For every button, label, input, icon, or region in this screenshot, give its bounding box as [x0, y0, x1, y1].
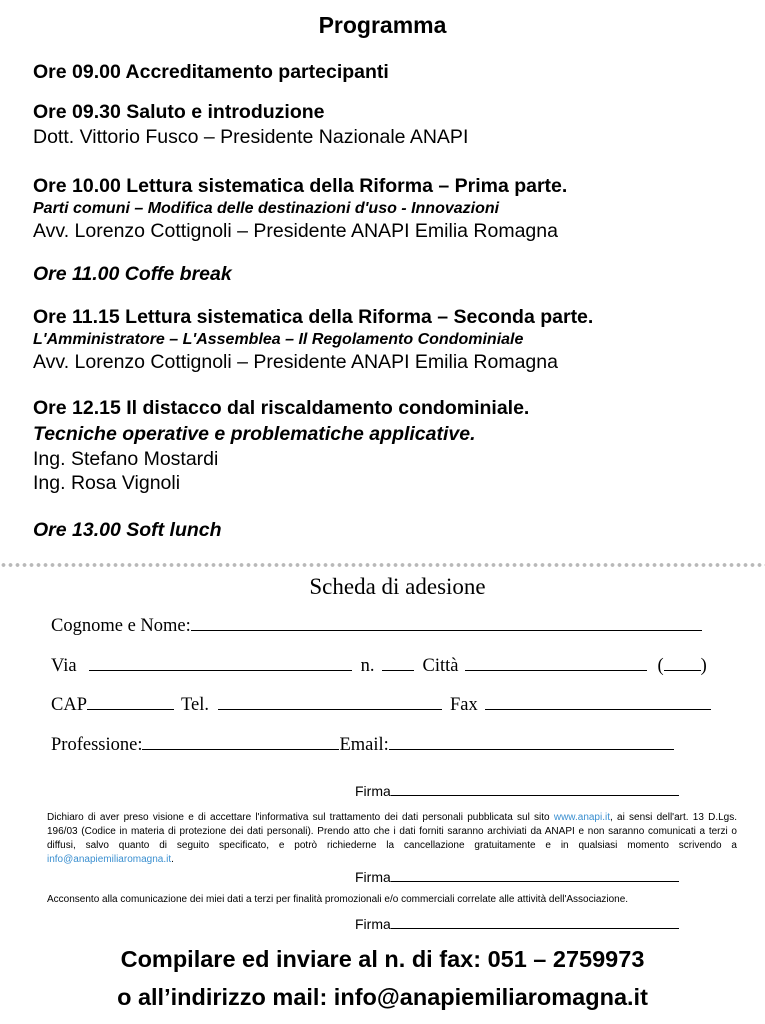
firma-row	[355, 869, 679, 885]
consent-statement: Acconsento alla comunicazione dei miei dati a terzi per finalità promozionali e/o commerciali correlate alle attività dell'Associazione.	[47, 894, 629, 905]
form-title: Scheda di adesione	[309, 574, 486, 599]
firma-row	[355, 783, 679, 799]
schedule-subtitle: Parti comuni – Modifica delle destinazioni d'uso - Innovazioni	[33, 200, 500, 217]
numero-label: n.	[360, 656, 375, 676]
schedule-speaker: Avv. Lorenzo Cottignoli – Presidente ANAPI Emilia Romagna	[33, 220, 558, 242]
schedule-heading: Ore 12.15 Il distacco dal riscaldamento condominiale.	[33, 397, 530, 419]
privacy-statement	[47, 811, 737, 867]
provincia-open: (	[657, 656, 664, 676]
footer-fax: Compilare ed inviare al n. di fax: 051 – 2759973	[120, 946, 645, 972]
cognome-nome-field[interactable]	[191, 614, 702, 631]
via-label: Via	[51, 656, 77, 676]
privacy-text: , ai sensi dell'art. 13 D.Lgs. 196/03 (Codice in materia di protezione dei dati personali). Prendo atto che i dati forniti saranno archiviati da ANAPI e non saranno comunicati a terzi o diffusi, salvo quanto di seguito specificato, e potrò richiederne la cancellazione gratuitamente e in qualsiasi momento scrivendo a	[47, 812, 738, 851]
provincia-field[interactable]	[664, 654, 701, 671]
schedule-item	[33, 304, 753, 374]
tel-field[interactable]	[218, 693, 442, 710]
firma-label: Firma	[355, 916, 391, 932]
form-row-name	[51, 614, 702, 637]
schedule-item	[33, 395, 753, 495]
email-label: Email:	[339, 735, 389, 755]
dotted-separator	[0, 562, 765, 568]
form-row-contacts	[51, 693, 711, 716]
schedule-item	[33, 59, 753, 85]
schedule-item	[33, 261, 753, 287]
privacy-text: .	[171, 854, 174, 865]
cap-label: CAP	[51, 695, 87, 715]
professione-label: Professione:	[51, 735, 143, 755]
privacy-text: Dichiaro di aver preso visione e di accettare l'informativa sul trattamento dei dati personali pubblicata sul sito	[47, 812, 554, 823]
schedule-heading: Ore 09.30 Saluto e introduzione	[33, 101, 325, 123]
schedule-item	[33, 99, 753, 149]
schedule-item	[33, 517, 753, 543]
footer-email: o all’indirizzo mail: info@anapiemiliaromagna.it	[117, 984, 648, 1010]
firma-label: Firma	[355, 783, 391, 799]
firma-field[interactable]	[391, 783, 679, 796]
cap-field[interactable]	[87, 693, 174, 710]
firma-field[interactable]	[391, 916, 679, 929]
page-title: Programma	[318, 12, 447, 38]
schedule-speaker: Avv. Lorenzo Cottignoli – Presidente ANAPI Emilia Romagna	[33, 351, 558, 373]
professione-field[interactable]	[142, 733, 339, 750]
citta-label: Città	[422, 656, 459, 676]
schedule-speaker: Ing. Rosa Vignoli	[33, 472, 181, 494]
via-field[interactable]	[89, 654, 352, 671]
firma-label: Firma	[355, 869, 391, 885]
schedule-heading: Ore 09.00 Accreditamento partecipanti	[33, 61, 389, 83]
firma-row	[355, 916, 679, 932]
fax-label: Fax	[450, 695, 478, 715]
schedule-heading: Ore 10.00 Lettura sistematica della Riforma – Prima parte.	[33, 175, 568, 197]
site-link[interactable]: www.anapi.it	[553, 812, 610, 823]
email-field[interactable]	[389, 733, 674, 750]
firma-field[interactable]	[391, 869, 679, 882]
schedule-speaker: Dott. Vittorio Fusco – Presidente Nazionale ANAPI	[33, 126, 469, 148]
schedule-subtitle: Tecniche operative e problematiche applicative.	[33, 423, 476, 445]
form-row-profession	[51, 733, 674, 756]
schedule-heading: Ore 13.00 Soft lunch	[33, 519, 222, 541]
schedule-speaker: Ing. Stefano Mostardi	[33, 448, 219, 470]
schedule-subtitle: L'Amministratore – L'Assemblea – Il Regolamento Condominiale	[33, 331, 524, 348]
cognome-nome-label: Cognome e Nome:	[51, 616, 191, 636]
schedule-heading: Ore 11.15 Lettura sistematica della Riforma – Seconda parte.	[33, 306, 594, 328]
provincia-close: )	[700, 656, 707, 676]
schedule-heading: Ore 11.00 Coffe break	[33, 263, 232, 285]
email-link[interactable]: info@anapiemiliaromagna.it	[47, 854, 172, 865]
schedule-item	[33, 173, 753, 243]
tel-label: Tel.	[181, 695, 209, 715]
citta-field[interactable]	[465, 654, 647, 671]
fax-field[interactable]	[485, 693, 711, 710]
numero-field[interactable]	[382, 654, 414, 671]
form-row-address	[51, 654, 707, 677]
